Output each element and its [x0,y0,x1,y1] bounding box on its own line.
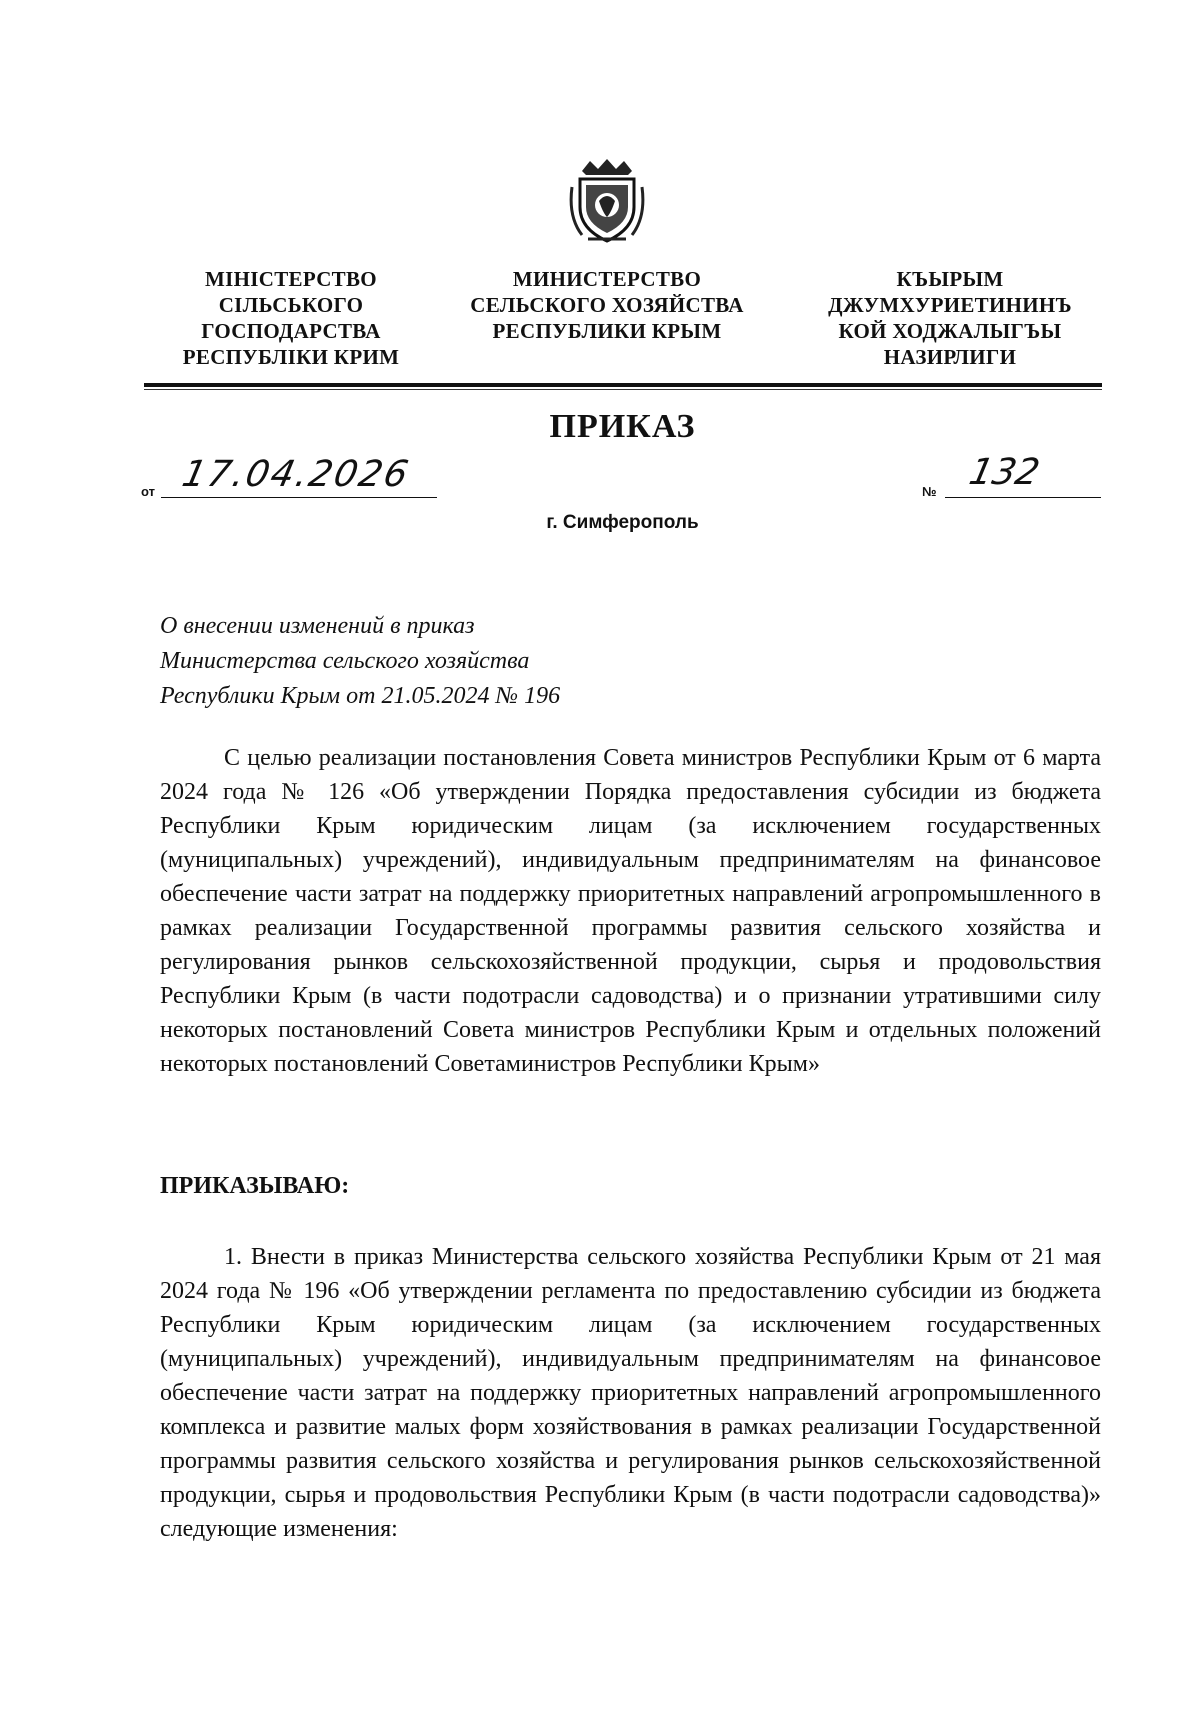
header-line: СЕЛЬСКОГО ХОЗЯЙСТВА [470,293,744,317]
date-handwritten: 17.04.2026 [178,454,414,495]
header-line: МИНИСТЕРСТВО [512,267,702,291]
header-line: КОЙ ХОДЖАЛЫГЪЫ [838,319,1062,343]
header-line: МIНIСТЕРСТВО [205,267,377,291]
header-russian [457,266,757,344]
header-divider-thin [144,389,1102,390]
header-line: НАЗИРЛИГИ [883,345,1017,369]
number-handwritten: 132 [965,452,1044,493]
header-line: СIЛЬСЬКОГО [218,293,364,317]
preamble-paragraph: С целью реализации постановления Совета министров Республики Крым от 6 марта 2024 года № 126 «Об утверждении Порядка предоставления субсидии из бюджета Республики Крым юридическим лицам (за исключением государственных (муниципальных) учреждений), индивидуальным предпринимателям на финансовое обеспечение части затрат на поддержку приоритетных направлений агропромышленного в рамках реализации Государственной программы развития сельского хозяйства и регулирования рынков сельскохозяйственной продукции, сырья и продовольствия Республики Крым (в части подотрасли садоводства) и о признании утратившими силу некоторых постановлений Совета министров Республики Крым и отдельных положений некоторых постановлений Советаминистров Республики Крым» [160,745,1101,1077]
number-underline [945,497,1101,498]
header-line: РЕСПУБЛИКИ КРЫМ [492,319,722,343]
header-line: КЪЫРЫМ [896,267,1004,291]
header-divider [144,383,1102,387]
date-underline [161,497,437,498]
subject-block [160,609,860,714]
number-prefix: № [922,484,937,499]
order-word: ПРИКАЗЫВАЮ: [160,1173,350,1199]
header-line: РЕСПУБЛIКИ КРИМ [182,345,400,369]
date-prefix: от [141,484,155,499]
subject-line: Республики Крым от 21.05.2024 № 196 [160,683,561,709]
header-line: ГОСПОДАРСТВА [201,319,381,343]
header-line: ДЖУМХУРИЕТИНИНЪ [828,293,1072,317]
order-item-1: 1. Внести в приказ Министерства сельского хозяйства Республики Крым от 21 мая 2024 года № 196 «Об утверждении регламента по предоставлению субсидии из бюджета Республики Крым юридическим лицам (за исключением государственных (муниципальных) учреждений), индивидуальным предпринимателям на финансовое обеспечение части затрат на поддержку приоритетных направлений агропромышленного комплекса и развитие малых форм хозяйствования в рамках реализации Государственной программы развития сельского хозяйства и регулирования рынков сельскохозяйственной продукции, сырья и продовольствия Республики Крым (в части подотрасли садоводства)» следующие изменения: [160,1244,1101,1542]
city: г. Симферополь [546,512,699,533]
subject-line: Министерства сельского хозяйства [160,648,530,674]
header-ukrainian [151,266,431,370]
header-crimean-tatar [800,266,1100,370]
subject-line: О внесении изменений в приказ [160,613,475,639]
coat-of-arms-icon [568,157,646,245]
document-title: ПРИКАЗ [549,408,696,445]
